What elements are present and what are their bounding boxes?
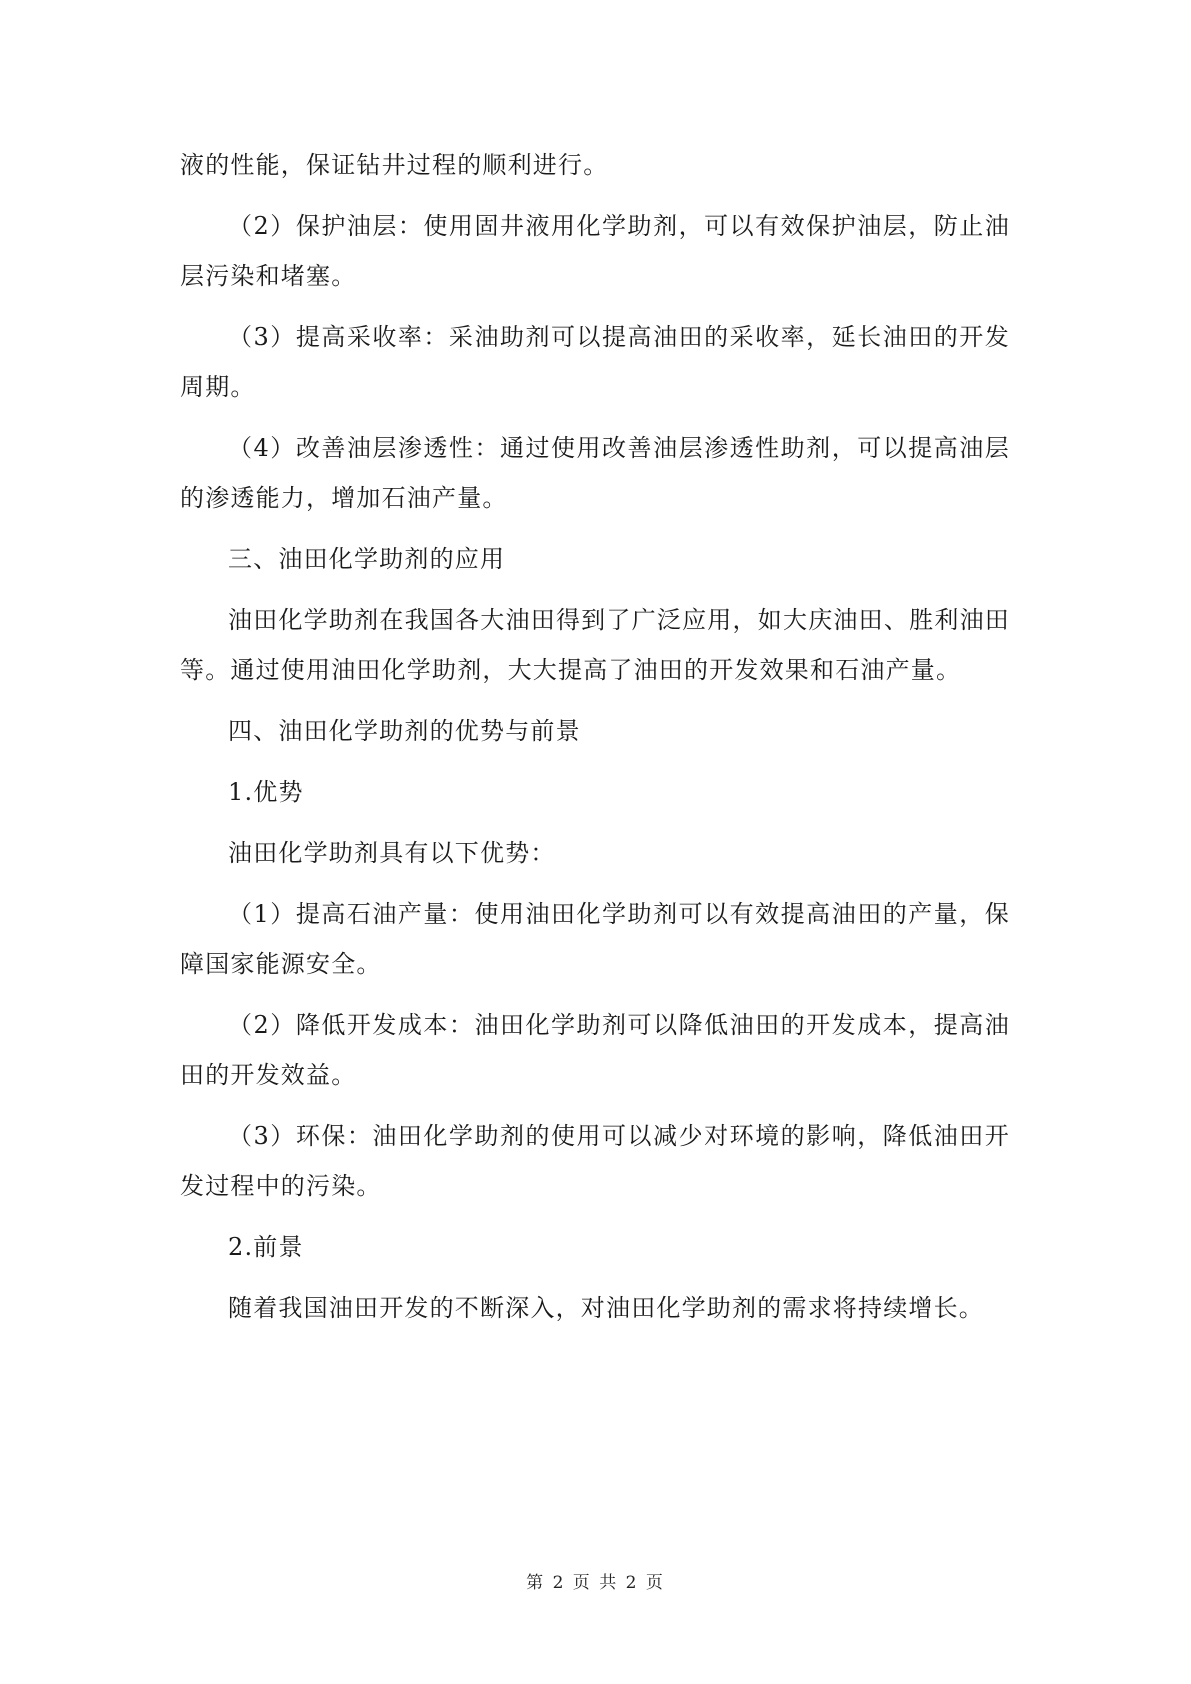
paragraph-advantage-cost: （2）降低开发成本：油田化学助剂可以降低油田的开发成本，提高油田的开发效益。: [180, 1011, 1010, 1089]
page-footer: 第 2 页 共 2 页: [526, 1573, 665, 1593]
document-body: [180, 140, 1010, 1333]
section-heading-advantages-prospects: 四、油田化学助剂的优势与前景: [228, 717, 581, 745]
paragraph-advantages-intro: 油田化学助剂具有以下优势：: [228, 839, 556, 867]
subheading-advantages: 1.优势: [228, 778, 304, 806]
paragraph-protect-oil-layer: （2）保护油层：使用固井液用化学助剂，可以有效保护油层，防止油层污染和堵塞。: [180, 212, 1010, 290]
section-heading-applications: 三、油田化学助剂的应用: [228, 545, 506, 573]
paragraph-advantage-output: （1）提高石油产量：使用油田化学助剂可以有效提高油田的产量，保障国家能源安全。: [180, 900, 1010, 978]
paragraph-advantage-environment: （3）环保：油田化学助剂的使用可以减少对环境的影响，降低油田开发过程中的污染。: [180, 1122, 1010, 1200]
paragraph-prospects: 随着我国油田开发的不断深入，对油田化学助剂的需求将持续增长。: [228, 1294, 984, 1322]
paragraph-applications: 油田化学助剂在我国各大油田得到了广泛应用，如大庆油田、胜利油田等。通过使用油田化学助剂，大大提高了油田的开发效果和石油产量。: [180, 606, 1010, 684]
paragraph-improve-recovery: （3）提高采收率：采油助剂可以提高油田的采收率，延长油田的开发周期。: [180, 323, 1010, 401]
paragraph-improve-permeability: （4）改善油层渗透性：通过使用改善油层渗透性助剂，可以提高油层的渗透能力，增加石油产量。: [180, 434, 1010, 512]
subheading-prospects: 2.前景: [228, 1233, 304, 1261]
paragraph-continuation: 液的性能，保证钻井过程的顺利进行。: [180, 151, 609, 179]
